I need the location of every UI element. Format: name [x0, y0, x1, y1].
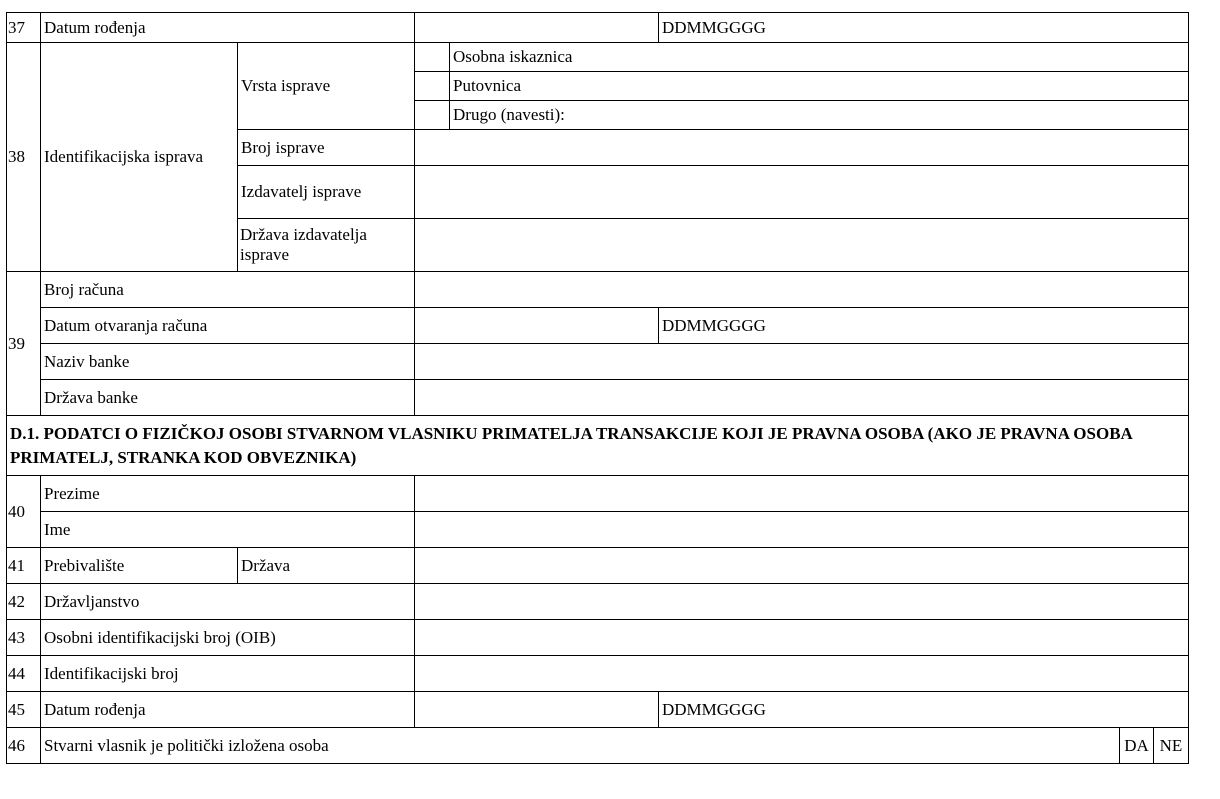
passport-checkbox[interactable]: [415, 72, 450, 101]
field-label: Stvarni vlasnik je politički izložena osoba: [41, 728, 1120, 764]
date-of-birth-input[interactable]: [415, 13, 659, 43]
row-number: 44: [7, 656, 41, 692]
field-label: Datum otvaranja računa: [41, 308, 415, 344]
row-39-bank-country: [7, 380, 1189, 416]
date-format-hint: DDMMGGGG: [659, 13, 1189, 43]
sub-label: Država: [238, 548, 415, 584]
date-format-hint: DDMMGGGG: [659, 692, 1189, 728]
field-label: Državljanstvo: [41, 584, 415, 620]
surname-input[interactable]: [415, 476, 1189, 512]
account-number-input[interactable]: [415, 272, 1189, 308]
field-label: Ime: [41, 512, 415, 548]
account-date-input[interactable]: [415, 308, 659, 344]
row-46: [7, 728, 1189, 764]
field-label: Datum rođenja: [41, 692, 415, 728]
citizenship-input[interactable]: [415, 584, 1189, 620]
row-44: [7, 656, 1189, 692]
issuer-input[interactable]: [415, 166, 1189, 219]
yes-option[interactable]: DA: [1120, 728, 1154, 764]
other-checkbox[interactable]: [415, 101, 450, 130]
date-of-birth-input[interactable]: [415, 692, 659, 728]
field-label: Prebivalište: [41, 548, 238, 584]
row-39-bank: [7, 344, 1189, 380]
id-number-input[interactable]: [415, 656, 1189, 692]
field-label: Identifikacijska isprava: [41, 43, 238, 272]
field-label: Naziv banke: [41, 344, 415, 380]
field-label: Osobni identifikacijski broj (OIB): [41, 620, 415, 656]
row-37: [7, 13, 1189, 43]
option-label: Drugo (navesti):: [450, 101, 1189, 130]
row-number: 39: [7, 272, 41, 416]
sub-label: Država izdavatelja isprave: [238, 219, 415, 272]
option-label: Osobna iskaznica: [450, 43, 1189, 72]
no-option[interactable]: NE: [1154, 728, 1189, 764]
sub-label: Izdavatelj isprave: [238, 166, 415, 219]
oib-input[interactable]: [415, 620, 1189, 656]
row-number: 45: [7, 692, 41, 728]
row-number: 46: [7, 728, 41, 764]
row-39-date: [7, 308, 1189, 344]
row-40-surname: [7, 476, 1189, 512]
document-number-input[interactable]: [415, 130, 1189, 166]
field-label: Datum rođenja: [41, 13, 415, 43]
row-number: 38: [7, 43, 41, 272]
row-41: [7, 548, 1189, 584]
residence-country-input[interactable]: [415, 548, 1189, 584]
row-number: 37: [7, 13, 41, 43]
row-number: 40: [7, 476, 41, 548]
row-number: 42: [7, 584, 41, 620]
issuer-country-input[interactable]: [415, 219, 1189, 272]
field-label: Identifikacijski broj: [41, 656, 415, 692]
row-45: [7, 692, 1189, 728]
id-card-checkbox[interactable]: [415, 43, 450, 72]
bank-name-input[interactable]: [415, 344, 1189, 380]
row-40-name: [7, 512, 1189, 548]
sub-label: Broj isprave: [238, 130, 415, 166]
field-label: Broj računa: [41, 272, 415, 308]
row-number: 43: [7, 620, 41, 656]
section-title: D.1. PODATCI O FIZIČKOJ OSOBI STVARNOM VLASNIKU PRIMATELJA TRANSAKCIJE KOJI JE PRAVNA OSOBA (AKO JE PRAVNA OSOBA PRIMATELJ, STRANKA KOD OBVEZNIKA): [7, 416, 1189, 476]
row-38-type-1: [7, 43, 1189, 72]
field-label: Država banke: [41, 380, 415, 416]
date-format-hint: DDMMGGGG: [659, 308, 1189, 344]
option-label: Putovnica: [450, 72, 1189, 101]
row-39-account: [7, 272, 1189, 308]
sub-label: Vrsta isprave: [238, 43, 415, 130]
form-table: [6, 12, 1189, 764]
field-label: Prezime: [41, 476, 415, 512]
row-42: [7, 584, 1189, 620]
name-input[interactable]: [415, 512, 1189, 548]
section-header-row: [7, 416, 1189, 476]
bank-country-input[interactable]: [415, 380, 1189, 416]
row-43: [7, 620, 1189, 656]
row-number: 41: [7, 548, 41, 584]
